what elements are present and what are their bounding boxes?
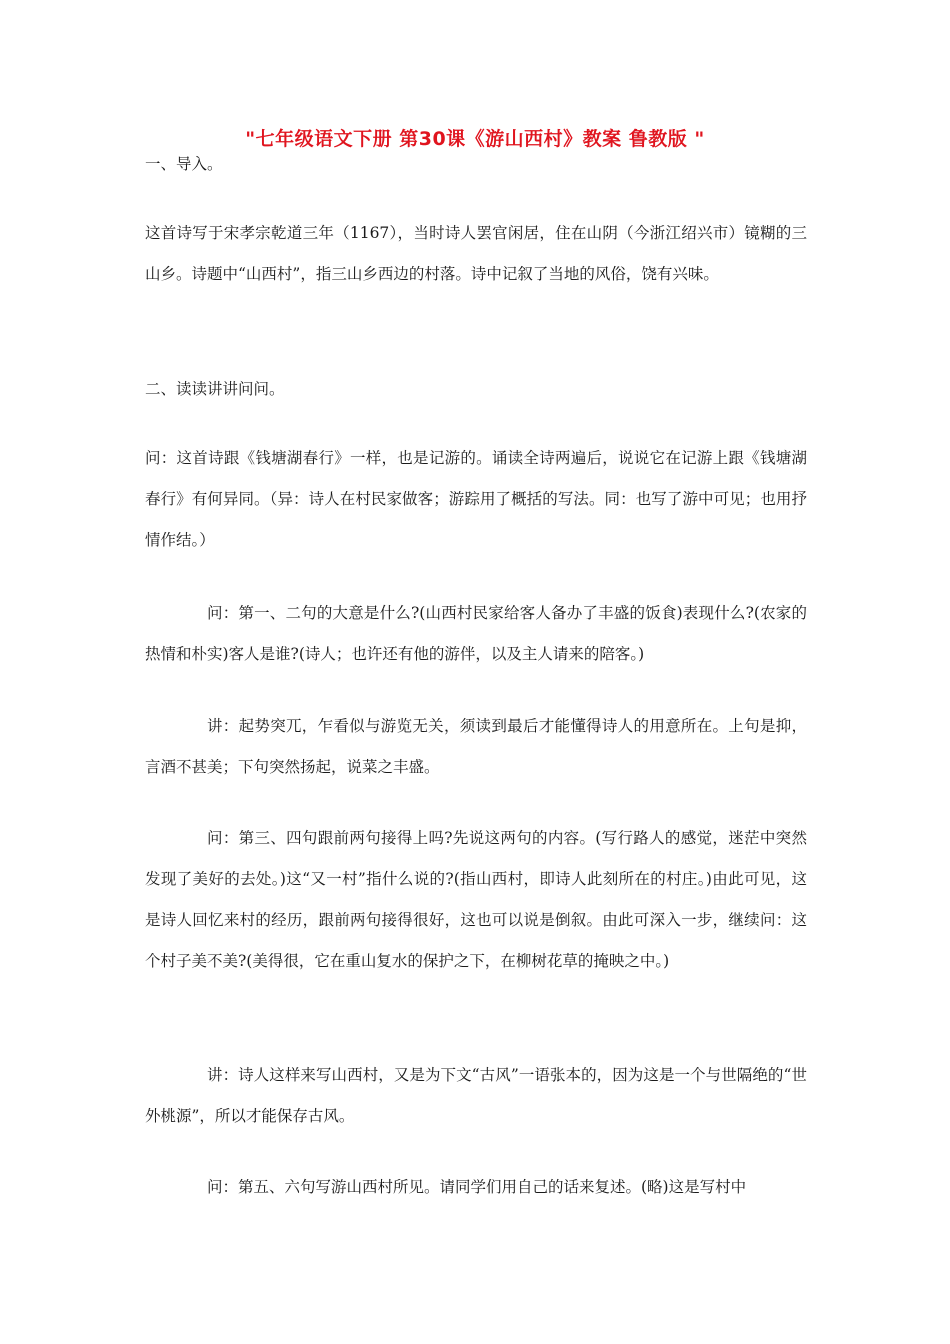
document-title: "七年级语文下册 第30课《游山西村》教案 鲁教版 " [245, 128, 705, 150]
paragraph-explanation-opening: 讲：起势突兀，乍看似与游览无关，须读到最后才能懂得诗人的用意所在。上句是抑，言酒不甚美；下句突然扬起，说菜之丰盛。 [145, 717, 807, 776]
paragraph-question-lines-1-2: 问：第一、二句的大意是什么?(山西村民家给客人备办了丰盛的饭食)表现什么?(农家的热情和朴实)客人是谁?(诗人；也许还有他的游伴，以及主人请来的陪客。) [145, 604, 807, 663]
paragraph-question-lines-3-4: 问：第三、四句跟前两句接得上吗?先说这两句的内容。(写行路人的感觉，迷茫中突然发现了美好的去处。)这“又一村”指什么说的?(指山西村，即诗人此刻所在的村庄。)由此可见，这是诗人回忆来村的经历，跟前两句接得很好，这也可以说是倒叙。由此可深入一步，继续问：这个村子美不美?(美得很，它在重山复水的保护之下，在柳树花草的掩映之中。) [145, 829, 807, 970]
paragraph-question-comparison: 问：这首诗跟《钱塘湖春行》一样，也是记游的。诵读全诗两遍后，说说它在记游上跟《钱塘湖春行》有何异同。（异：诗人在村民家做客；游踪用了概括的写法。同：也写了游中可见；也用抒情作结。） [145, 449, 807, 549]
section-heading-reading: 二、读读讲讲问问。 [145, 380, 285, 398]
section-heading-intro: 一、导入。 [145, 155, 223, 173]
paragraph-background: 这首诗写于宋孝宗乾道三年（1167），当时诗人罢官闲居，住在山阴（今浙江绍兴市）镜糊的三山乡。诗题中“山西村”，指三山乡西边的村落。诗中记叙了当地的风俗，饶有兴味。 [145, 224, 807, 283]
paragraph-question-lines-5-6: 问：第五、六句写游山西村所见。请同学们用自己的话来复述。(略)这是写村中 [207, 1178, 747, 1196]
paragraph-explanation-ancient-custom: 讲：诗人这样来写山西村，又是为下文“古风”一语张本的，因为这是一个与世隔绝的“世外桃源”，所以才能保存古风。 [145, 1066, 807, 1125]
